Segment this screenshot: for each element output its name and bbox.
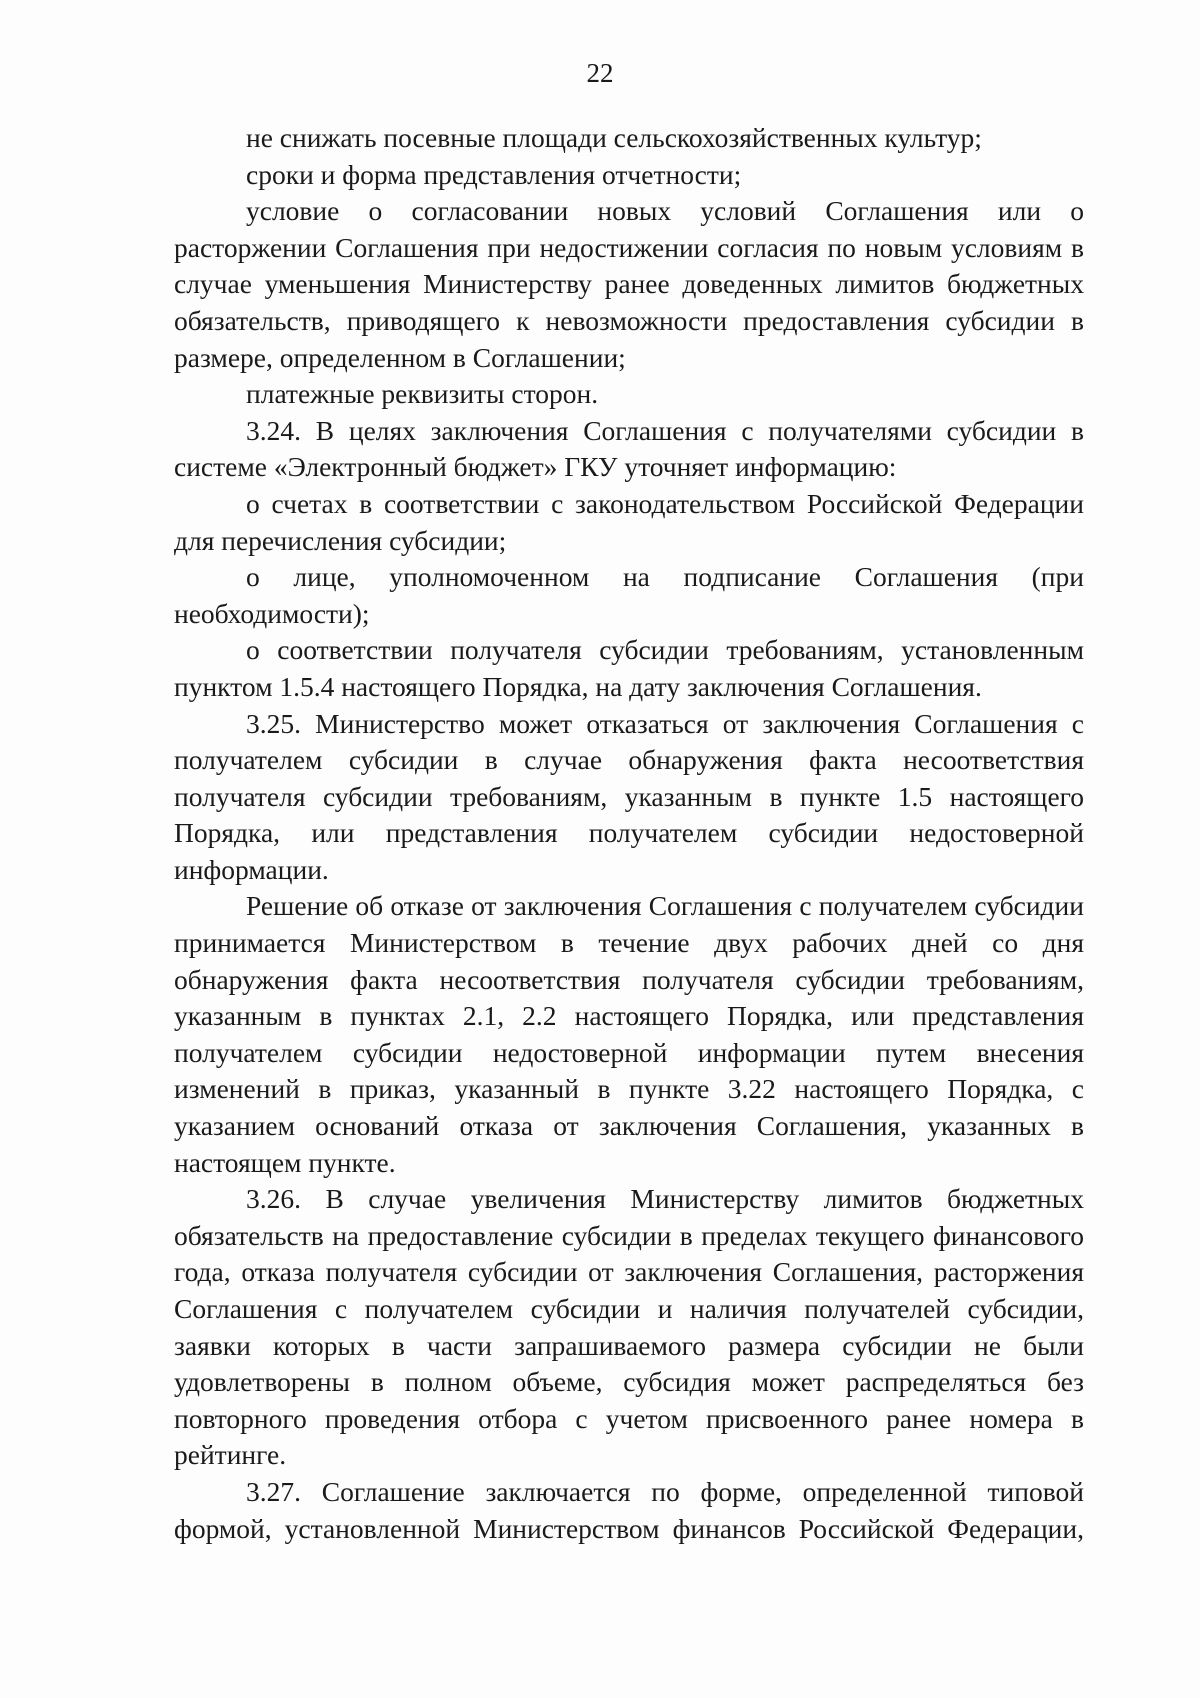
paragraph: о лице, уполномоченном на подписание Соглашения (при необходимости); xyxy=(174,561,1084,629)
paragraph: сроки и форма представления отчетности; xyxy=(246,158,742,190)
paragraph: 3.26. В случае увеличения Министерству лимитов бюджетных обязательств на предоставление субсидии в пределах текущего финансового года, отказа получателя субсидии от заключения Соглашения, расторжения Соглашения с получателем субсидии и наличия получателей субсидии, заявки которых в части запрашиваемого размера субсидии не были удовлетворены в полном объеме, субсидия может распределяться без повторного проведения отбора с учетом присвоенного ранее номера в рейтинге. xyxy=(174,1183,1084,1471)
paragraph: о счетах в соответствии с законодательством Российской Федерации для перечисления субсидии; xyxy=(174,487,1084,556)
paragraph: о соответствии получателя субсидии требованиям, установленным пунктом 1.5.4 настоящего Порядка, на дату заключения Соглашения. xyxy=(174,634,1084,702)
paragraph: 3.27. Соглашение заключается по форме, определенной типовой формой, установленной Министерством финансов Российской Федерации, xyxy=(174,1475,1084,1544)
paragraph: 3.24. В целях заключения Соглашения с получателями субсидии в системе «Электронный бюджет» ГКУ уточняет информацию: xyxy=(174,414,1084,483)
document-body xyxy=(174,120,1084,1547)
paragraph: Решение об отказе от заключения Соглашения с получателем субсидии принимается Министерством в течение двух рабочих дней со дня обнаружения факта несоответствия получателя субсидии требованиям, указанным в пунктах 2.1, 2.2 настоящего Порядка, или представления получателем субсидии недостоверной информации путем внесения изменений в приказ, указанный в пункте 3.22 настоящего Порядка, с указанием оснований отказа от заключения Соглашения, указанных в настоящем пункте. xyxy=(174,890,1084,1178)
paragraph: условие о согласовании новых условий Соглашения или о расторжении Соглашения при недостижении согласия по новым условиям в случае уменьшения Министерству ранее доведенных лимитов бюджетных обязательств, приводящего к невозможности предоставления субсидии в размере, определенном в Соглашении; xyxy=(174,195,1084,373)
paragraph: не снижать посевные площади сельскохозяйственных культур; xyxy=(246,122,982,153)
paragraph: платежные реквизиты сторон. xyxy=(246,378,599,410)
page-number: 22 xyxy=(586,58,614,88)
paragraph: 3.25. Министерство может отказаться от заключения Соглашения с получателем субсидии в случае обнаружения факта несоответствия получателя субсидии требованиям, указанным в пункте 1.5 настоящего Порядка, или представления получателем субсидии недостоверной информации. xyxy=(174,707,1084,885)
